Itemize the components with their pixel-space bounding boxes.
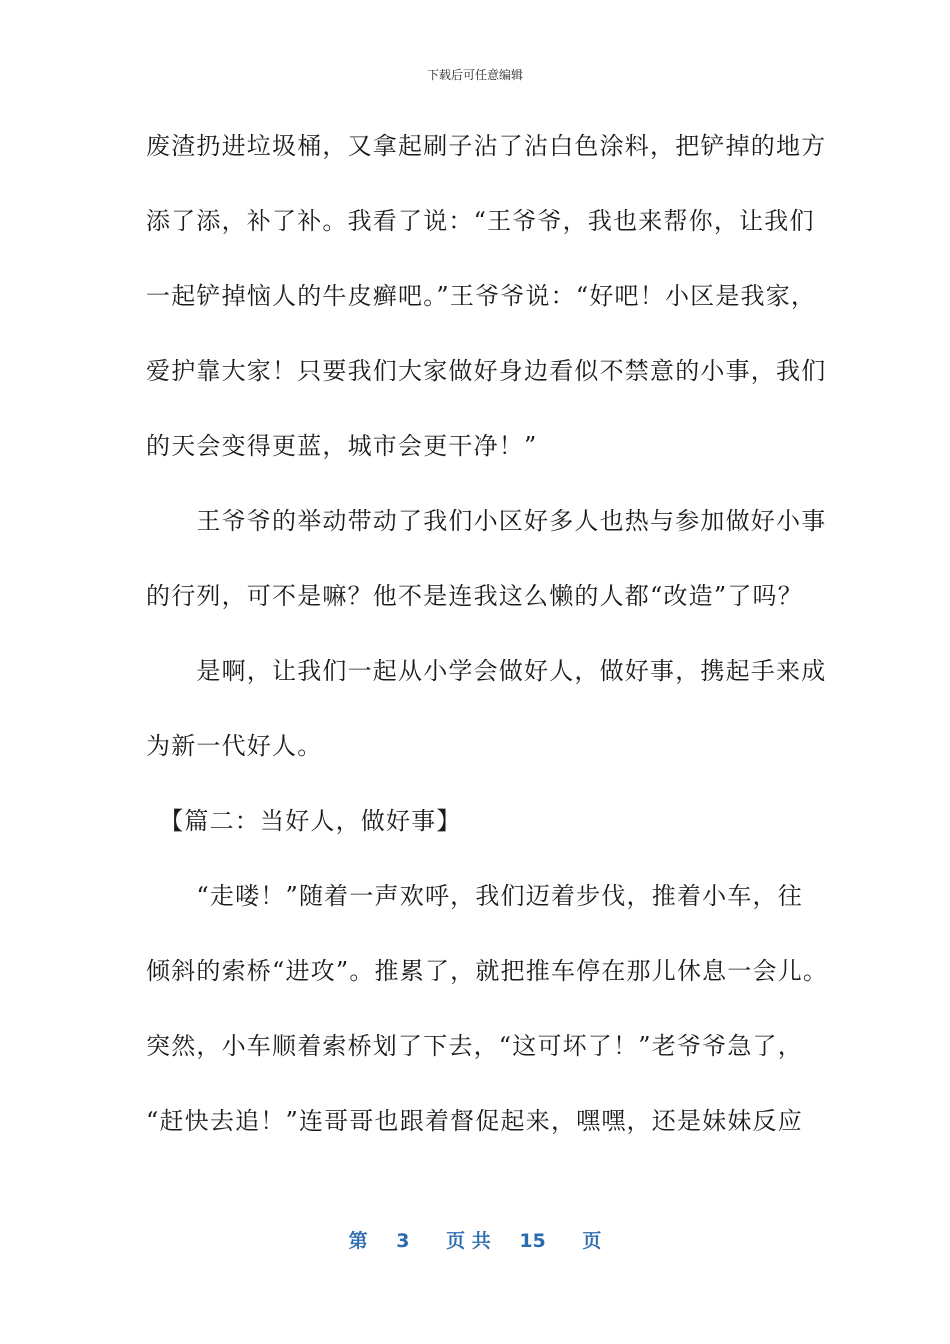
section-heading: 【篇二：当好人，做好事】 [146, 807, 462, 835]
text-line: 的天会变得更蓝，城市会更干净！” [146, 432, 538, 460]
footer-middle: 页 共 [446, 1230, 491, 1252]
text-line: 爱护靠大家！只要我们大家做好身边看似不禁意的小事，我们 [146, 357, 827, 385]
text-line: 一起铲掉恼人的牛皮癣吧。”王爷爷说：“好吧！小区是我家， [146, 282, 817, 310]
text-line: “赶快去追！”连哥哥也跟着督促起来，嘿嘿，还是妹妹反应 [146, 1107, 803, 1135]
page-header: 下载后可任意编辑 [426, 68, 523, 82]
current-page-number: 3 [396, 1230, 410, 1252]
page-footer [0, 1226, 950, 1253]
footer-suffix: 页 [582, 1230, 602, 1252]
document-body [146, 118, 829, 1168]
footer-prefix: 第 [348, 1230, 368, 1252]
text-line: 王爷爷的举动带动了我们小区好多人也热与参加做好小事 [146, 507, 827, 535]
total-pages-number: 15 [519, 1230, 546, 1252]
text-line: 是啊，让我们一起从小学会做好人，做好事，携起手来成 [146, 657, 827, 685]
text-line: 倾斜的索桥“进攻”。推累了，就把推车停在那儿休息一会儿。 [146, 957, 829, 985]
text-line: 废渣扔进垃圾桶，又拿起刷子沾了沾白色涂料，把铲掉的地方 [146, 132, 827, 160]
text-line: 添了添，补了补。我看了说：“王爷爷，我也来帮你，让我们 [146, 207, 815, 235]
text-line: “走喽！”随着一声欢呼，我们迈着步伐，推着小车，往 [146, 882, 803, 910]
text-line: 为新一代好人。 [146, 732, 323, 760]
text-line: 的行列，可不是嘛？他不是连我这么懒的人都“改造”了吗？ [146, 582, 803, 610]
text-line: 突然，小车顺着索桥划了下去，“这可坏了！”老爷爷急了， [146, 1032, 803, 1060]
